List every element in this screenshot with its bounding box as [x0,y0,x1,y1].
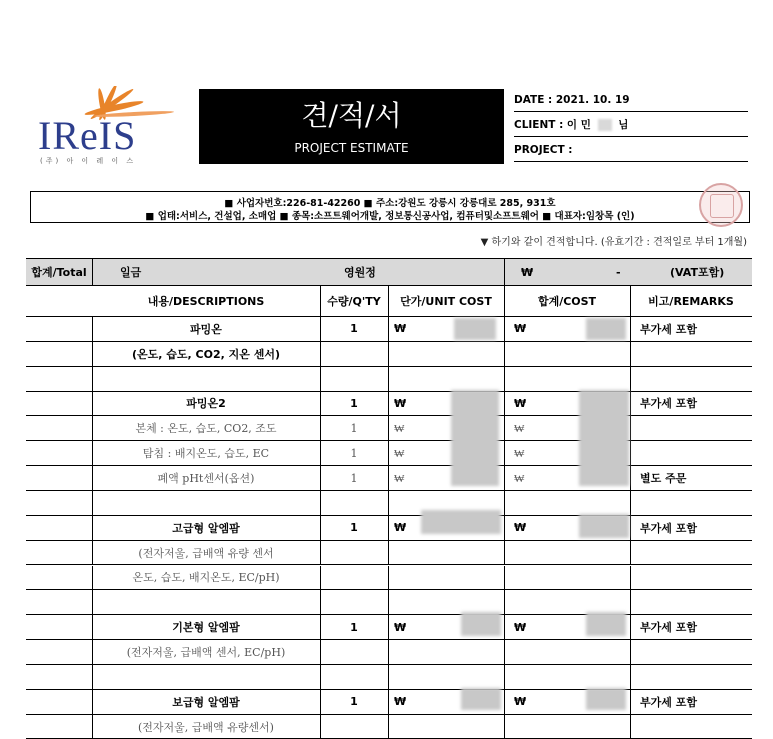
row-description: 고급형 알엠팜 [172,521,240,535]
project-line [514,139,748,162]
row-quantity: 1 [350,322,358,336]
header-unit-cost: 단가/UNIT COST [400,295,492,308]
header-remarks: 비고/REMARKS [648,295,734,308]
table-row [26,715,752,739]
row-description: 보급형 알엠팜 [172,695,240,709]
row-cost: ₩ [514,471,525,485]
row-remarks [640,566,752,590]
document-title: 견/적/서 [301,99,402,132]
row-quantity: 1 [350,446,358,460]
row-quantity [320,590,388,614]
row-cost: ₩ [514,521,527,535]
document-subtitle: PROJECT ESTIMATE [294,141,409,155]
row-quantity: 1 [350,421,358,435]
row-remarks: 별도 주문 [640,472,687,486]
price-redaction [579,390,629,486]
row-cost [514,640,554,664]
row-unit-cost [394,715,434,739]
table-row [26,516,752,541]
row-unit-cost: ₩ [394,322,407,336]
client-name-redaction [598,119,612,131]
total-row [26,258,752,286]
logo-text: IReIS [38,113,137,158]
row-unit-cost [394,640,434,664]
total-won-symbol: ₩ [521,265,534,279]
row-remarks [640,441,752,465]
table-row [26,441,752,466]
header-qty: 수량/Q'TY [327,295,381,308]
row-remarks: 부가세 포함 [640,521,697,535]
row-quantity [320,665,388,689]
date-line [514,89,748,112]
table-row [26,317,752,342]
price-redaction [586,612,626,636]
validity-note: ▼ 하기와 같이 견적합니다. (유효기간 : 견적일로 부터 1개월) [480,237,747,248]
row-description [92,665,320,689]
table-row [26,342,752,367]
row-quantity [320,367,388,391]
client-suffix: 님 [618,119,629,131]
table-row [26,466,752,491]
row-unit-cost: ₩ [394,521,407,535]
row-description [92,367,320,391]
table-row [26,392,752,417]
row-remarks [640,590,752,614]
row-cost [514,590,554,614]
row-cost [514,491,554,515]
table-row [26,640,752,665]
row-cost [514,566,554,590]
header-cost: 합계/COST [537,295,597,308]
row-quantity: 1 [350,695,358,709]
row-unit-cost [394,665,434,689]
row-cost: ₩ [514,695,527,709]
row-description: (전자저울, 급배액 센서, EC/pH) [126,645,286,659]
row-remarks: 부가세 포함 [640,322,697,336]
row-cost: ₩ [514,620,527,634]
company-line-2: ■ 업태:서비스, 건설업, 소매업 ■ 종목:소프트웨어개발, 정보통신공사업, 컴퓨터및소프트웨어 ■ 대표자:임창목 (인) [145,211,635,222]
price-redaction [461,688,501,710]
row-description [92,590,320,614]
row-remarks [640,715,752,739]
row-cost [514,367,554,391]
row-quantity: 1 [350,471,358,485]
row-description: (온도, 습도, CO2, 지온 센서) [132,347,280,361]
row-remarks: 부가세 포함 [640,621,697,635]
company-info-box [30,191,750,223]
header-desc: 내용/DESCRIPTIONS [147,295,265,308]
row-remarks: 부가세 포함 [640,397,697,411]
row-quantity [320,342,388,366]
row-unit-cost: ₩ [394,620,407,634]
row-description: 파밍온 [190,322,222,336]
header-row [26,286,752,317]
title-block [199,89,504,164]
row-quantity: 1 [350,620,358,634]
table-row [26,491,752,516]
row-quantity [320,566,388,590]
row-remarks [640,665,752,689]
date-text: DATE : 2021. 10. 19 [514,94,630,106]
row-description: 온도, 습도, 배지온도, EC/pH) [132,571,280,585]
row-remarks [640,367,752,391]
price-redaction [579,514,629,538]
row-unit-cost [394,342,434,366]
project-text: PROJECT : [514,144,573,156]
table-row [26,665,752,690]
row-unit-cost: ₩ [394,471,405,485]
row-remarks [640,342,752,366]
table-row [26,615,752,640]
table-row [26,367,752,392]
table-row [26,590,752,615]
row-unit-cost [394,541,434,565]
row-unit-cost [394,367,434,391]
row-quantity: 1 [350,396,358,410]
row-remarks: 부가세 포함 [640,695,697,709]
row-cost: ₩ [514,322,527,336]
price-redaction [586,318,626,340]
row-cost [514,342,554,366]
row-quantity: 1 [350,521,358,535]
row-unit-cost: ₩ [394,421,405,435]
row-description: 파밍온2 [186,397,226,411]
row-quantity [320,715,388,739]
row-cost [514,715,554,739]
row-cost: ₩ [514,421,525,435]
company-seal [699,183,743,227]
row-description: 폐액 pHt센서(옵션) [157,472,255,486]
row-description: 탐침 : 배지온도, 습도, EC [142,447,270,461]
row-cost: ₩ [514,446,525,460]
price-redaction [586,688,626,710]
row-remarks [640,491,752,515]
row-unit-cost [394,566,434,590]
row-quantity [320,541,388,565]
row-description: 본체 : 온도, 습도, CO2, 조도 [135,422,277,436]
row-quantity [320,491,388,515]
table-row [26,541,752,566]
row-remarks [640,640,752,664]
row-cost [514,541,554,565]
table-row [26,690,752,715]
row-cost: ₩ [514,396,527,410]
row-remarks [640,541,752,565]
client-text: CLIENT : 이 민 [514,119,591,131]
price-redaction [421,510,501,534]
company-line-1: ■ 사업자번호:226-81-42260 ■ 주소:강원도 강릉시 강릉대로 285, 931호 [224,198,556,209]
row-description [92,491,320,515]
row-description: 기본형 알엠팜 [172,621,240,635]
table-row [26,416,752,441]
total-dash: - [616,265,621,279]
row-description: (전자저울, 급배액 유량센서) [138,720,274,734]
row-quantity [320,640,388,664]
company-logo [34,86,194,166]
row-cost [514,665,554,689]
table-row [26,566,752,591]
row-description: (전자저울, 급배액 유량 센서 [138,546,274,560]
price-redaction [461,612,501,636]
total-amount-unit: 영원정 [344,266,376,279]
logo-subtext: (주) 아 이 레 이 스 [40,157,137,165]
row-unit-cost: ₩ [394,695,407,709]
price-redaction [451,390,499,486]
row-remarks [640,416,752,440]
row-unit-cost: ₩ [394,396,407,410]
client-line [514,114,748,137]
total-amount-label: 일금 [120,266,142,279]
total-vat: (VAT포함) [670,266,725,279]
row-unit-cost: ₩ [394,446,405,460]
row-unit-cost [394,590,434,614]
price-redaction [454,318,496,340]
total-label: 합계/Total [31,266,87,279]
